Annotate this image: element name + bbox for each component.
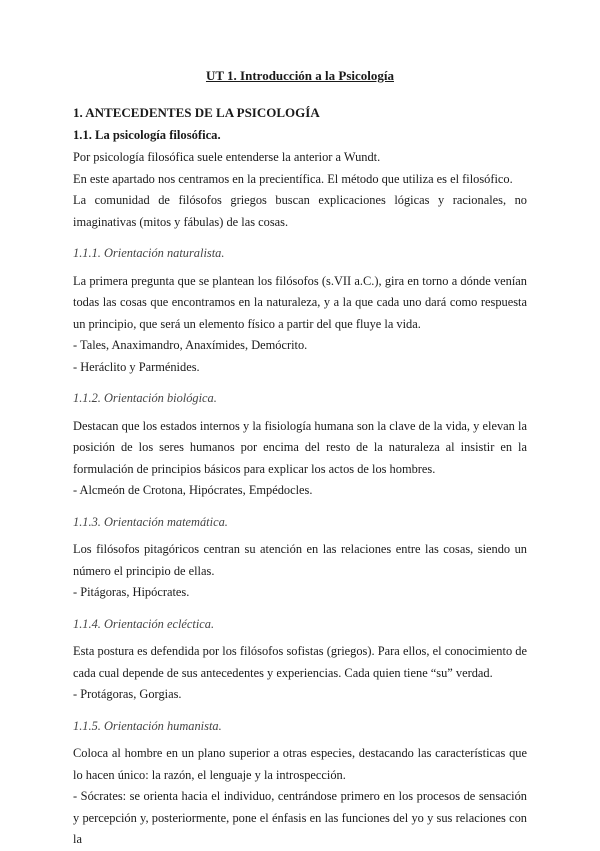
subsection-heading: 1.1. La psicología filosófica. bbox=[73, 128, 221, 142]
intro-paragraph: La comunidad de filósofos griegos buscan explicaciones lógicas y racionales, no imaginativas (mitos y fábulas) de las cosas. bbox=[73, 193, 527, 229]
authors-line: - Heráclito y Parménides. bbox=[73, 359, 200, 374]
authors-line: - Tales, Anaximandro, Anaxímides, Demócrito. bbox=[73, 338, 308, 352]
orientation-heading: 1.1.2. Orientación biológica. bbox=[73, 391, 217, 405]
section-heading: 1. ANTECEDENTES DE LA PSICOLOGÍA bbox=[73, 105, 320, 120]
orientation-heading: 1.1.3. Orientación matemática. bbox=[73, 514, 228, 529]
orientation-text: Coloca al hombre en un plano superior a otras especies, destacando las características que lo hacen único: la razón, el lenguaje y la introspección. bbox=[73, 746, 527, 782]
intro-paragraph: Por psicología filosófica suele entenderse la anterior a Wundt. bbox=[73, 150, 381, 164]
orientation-heading: 1.1.5. Orientación humanista. bbox=[73, 718, 222, 733]
authors-line: - Sócrates: se orienta hacia el individuo, centrándose primero en los procesos de sensación y percepción y, posteriormente, pone el énfasis en las funciones del yo y sus relaciones con la bbox=[73, 789, 527, 846]
orientation-text: La primera pregunta que se plantean los filósofos (s.VII a.C.), gira en torno a dónde venían todas las cosas que encontramos en la naturaleza, y a la que cada uno dará como respuesta un principio, que será un elemento físico a partir del que fluye la vida. bbox=[73, 273, 527, 331]
orientation-text: Destacan que los estados internos y la fisiología humana son la clave de la vida, y elevan la posición de los seres humanos por encima del resto de la naturaleza al insistir en la formulación de principios básicos para explicar los actos de los hombres. bbox=[73, 418, 527, 476]
intro-paragraph: En este apartado nos centramos en la precientífica. El método que utiliza es el filosófico. bbox=[73, 171, 513, 186]
authors-line: - Alcmeón de Crotona, Hipócrates, Empédocles. bbox=[73, 483, 313, 497]
document-title: UT 1. Introducción a la Psicología bbox=[205, 68, 395, 83]
orientation-heading: 1.1.1. Orientación naturalista. bbox=[73, 246, 225, 260]
orientation-text: Los filósofos pitagóricos centran su atención en las relaciones entre las cosas, siendo un número el principio de ellas. bbox=[73, 542, 527, 578]
orientation-text: Esta postura es defendida por los filósofos sofistas (griegos). Para ellos, el conocimiento de cada cual depende de sus antecedentes y experiencias. Cada quien tiene “su” verdad. bbox=[73, 644, 527, 680]
authors-line: - Pitágoras, Hipócrates. bbox=[73, 585, 190, 599]
authors-line: - Protágoras, Gorgias. bbox=[73, 687, 182, 701]
orientation-heading: 1.1.4. Orientación ecléctica. bbox=[73, 616, 215, 631]
